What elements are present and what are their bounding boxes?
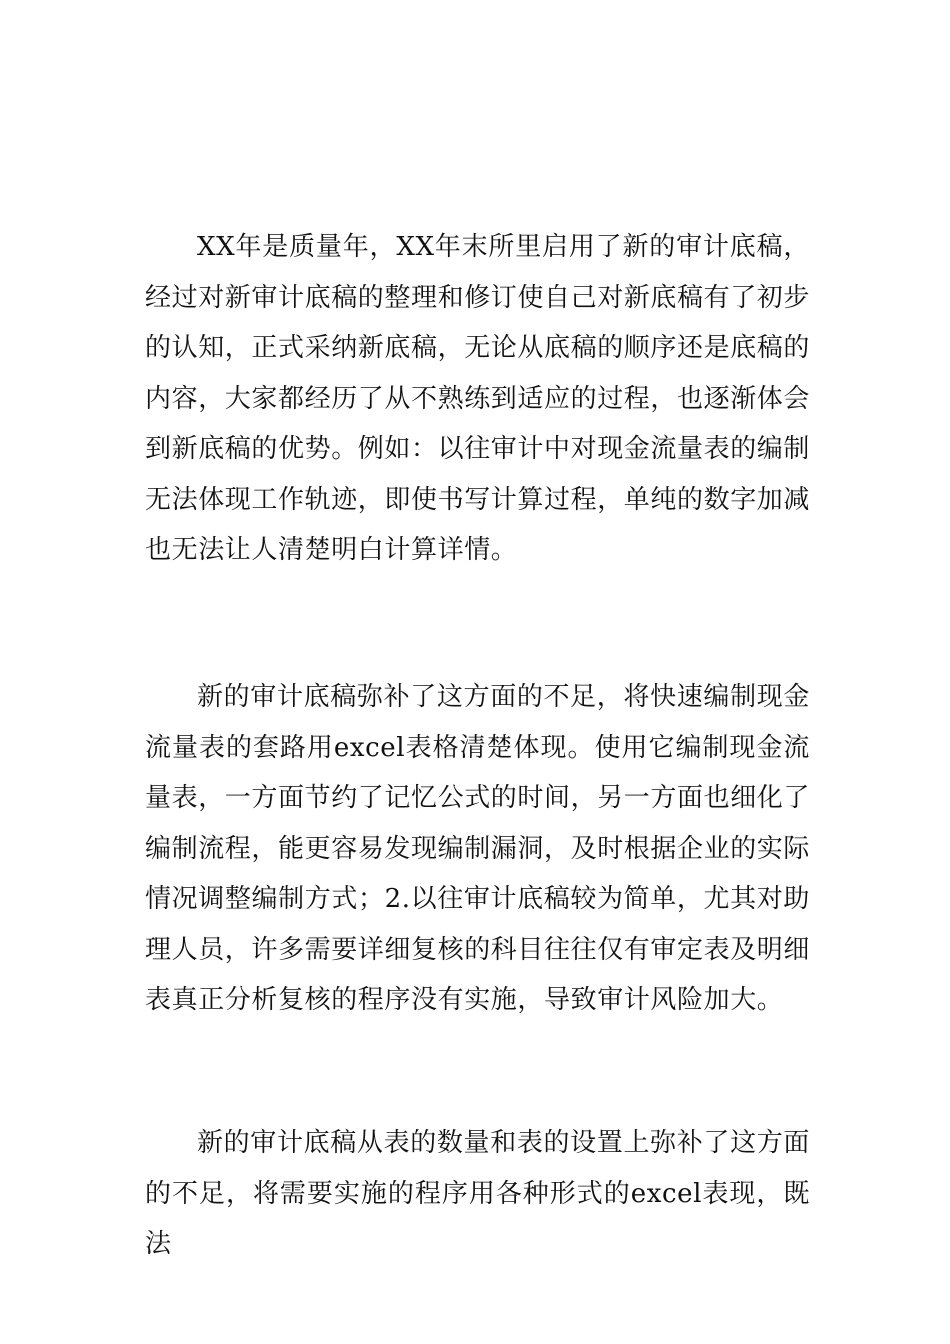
paragraph-3: 新的审计底稿从表的数量和表的设置上弥补了这方面的不足，将需要实施的程序用各种形式的excel表现，既法 xyxy=(145,1128,810,1259)
paragraph-2: 新的审计底稿弥补了这方面的不足，将快速编制现金流量表的套路用excel表格清楚体现。使用它编制现金流量表，一方面节约了记忆公式的时间，另一方面也细化了编制流程，能更容易发现编制漏洞，及时根据企业的实际情况调整编制方式；2.以往审计底稿较为简单，尤其对助理人员，许多需要详细复核的科目往往仅有审定表及明细表真正分析复核的程序没有实施，导致审计风险加大。 xyxy=(145,682,811,1015)
paragraph-1: XX年是质量年，XX年末所里启用了新的审计底稿，经过对新审计底稿的整理和修订使自己对新底稿有了初步的认知，正式采纳新底稿，无论从底稿的顺序还是底稿的内容，大家都经历了从不熟练到适应的过程，也逐渐体会到新底稿的优势。例如：以往审计中对现金流量表的编制无法体现工作轨迹，即使书写计算过程，单纯的数字加减也无法让人清楚明白计算详情。 xyxy=(145,232,811,565)
